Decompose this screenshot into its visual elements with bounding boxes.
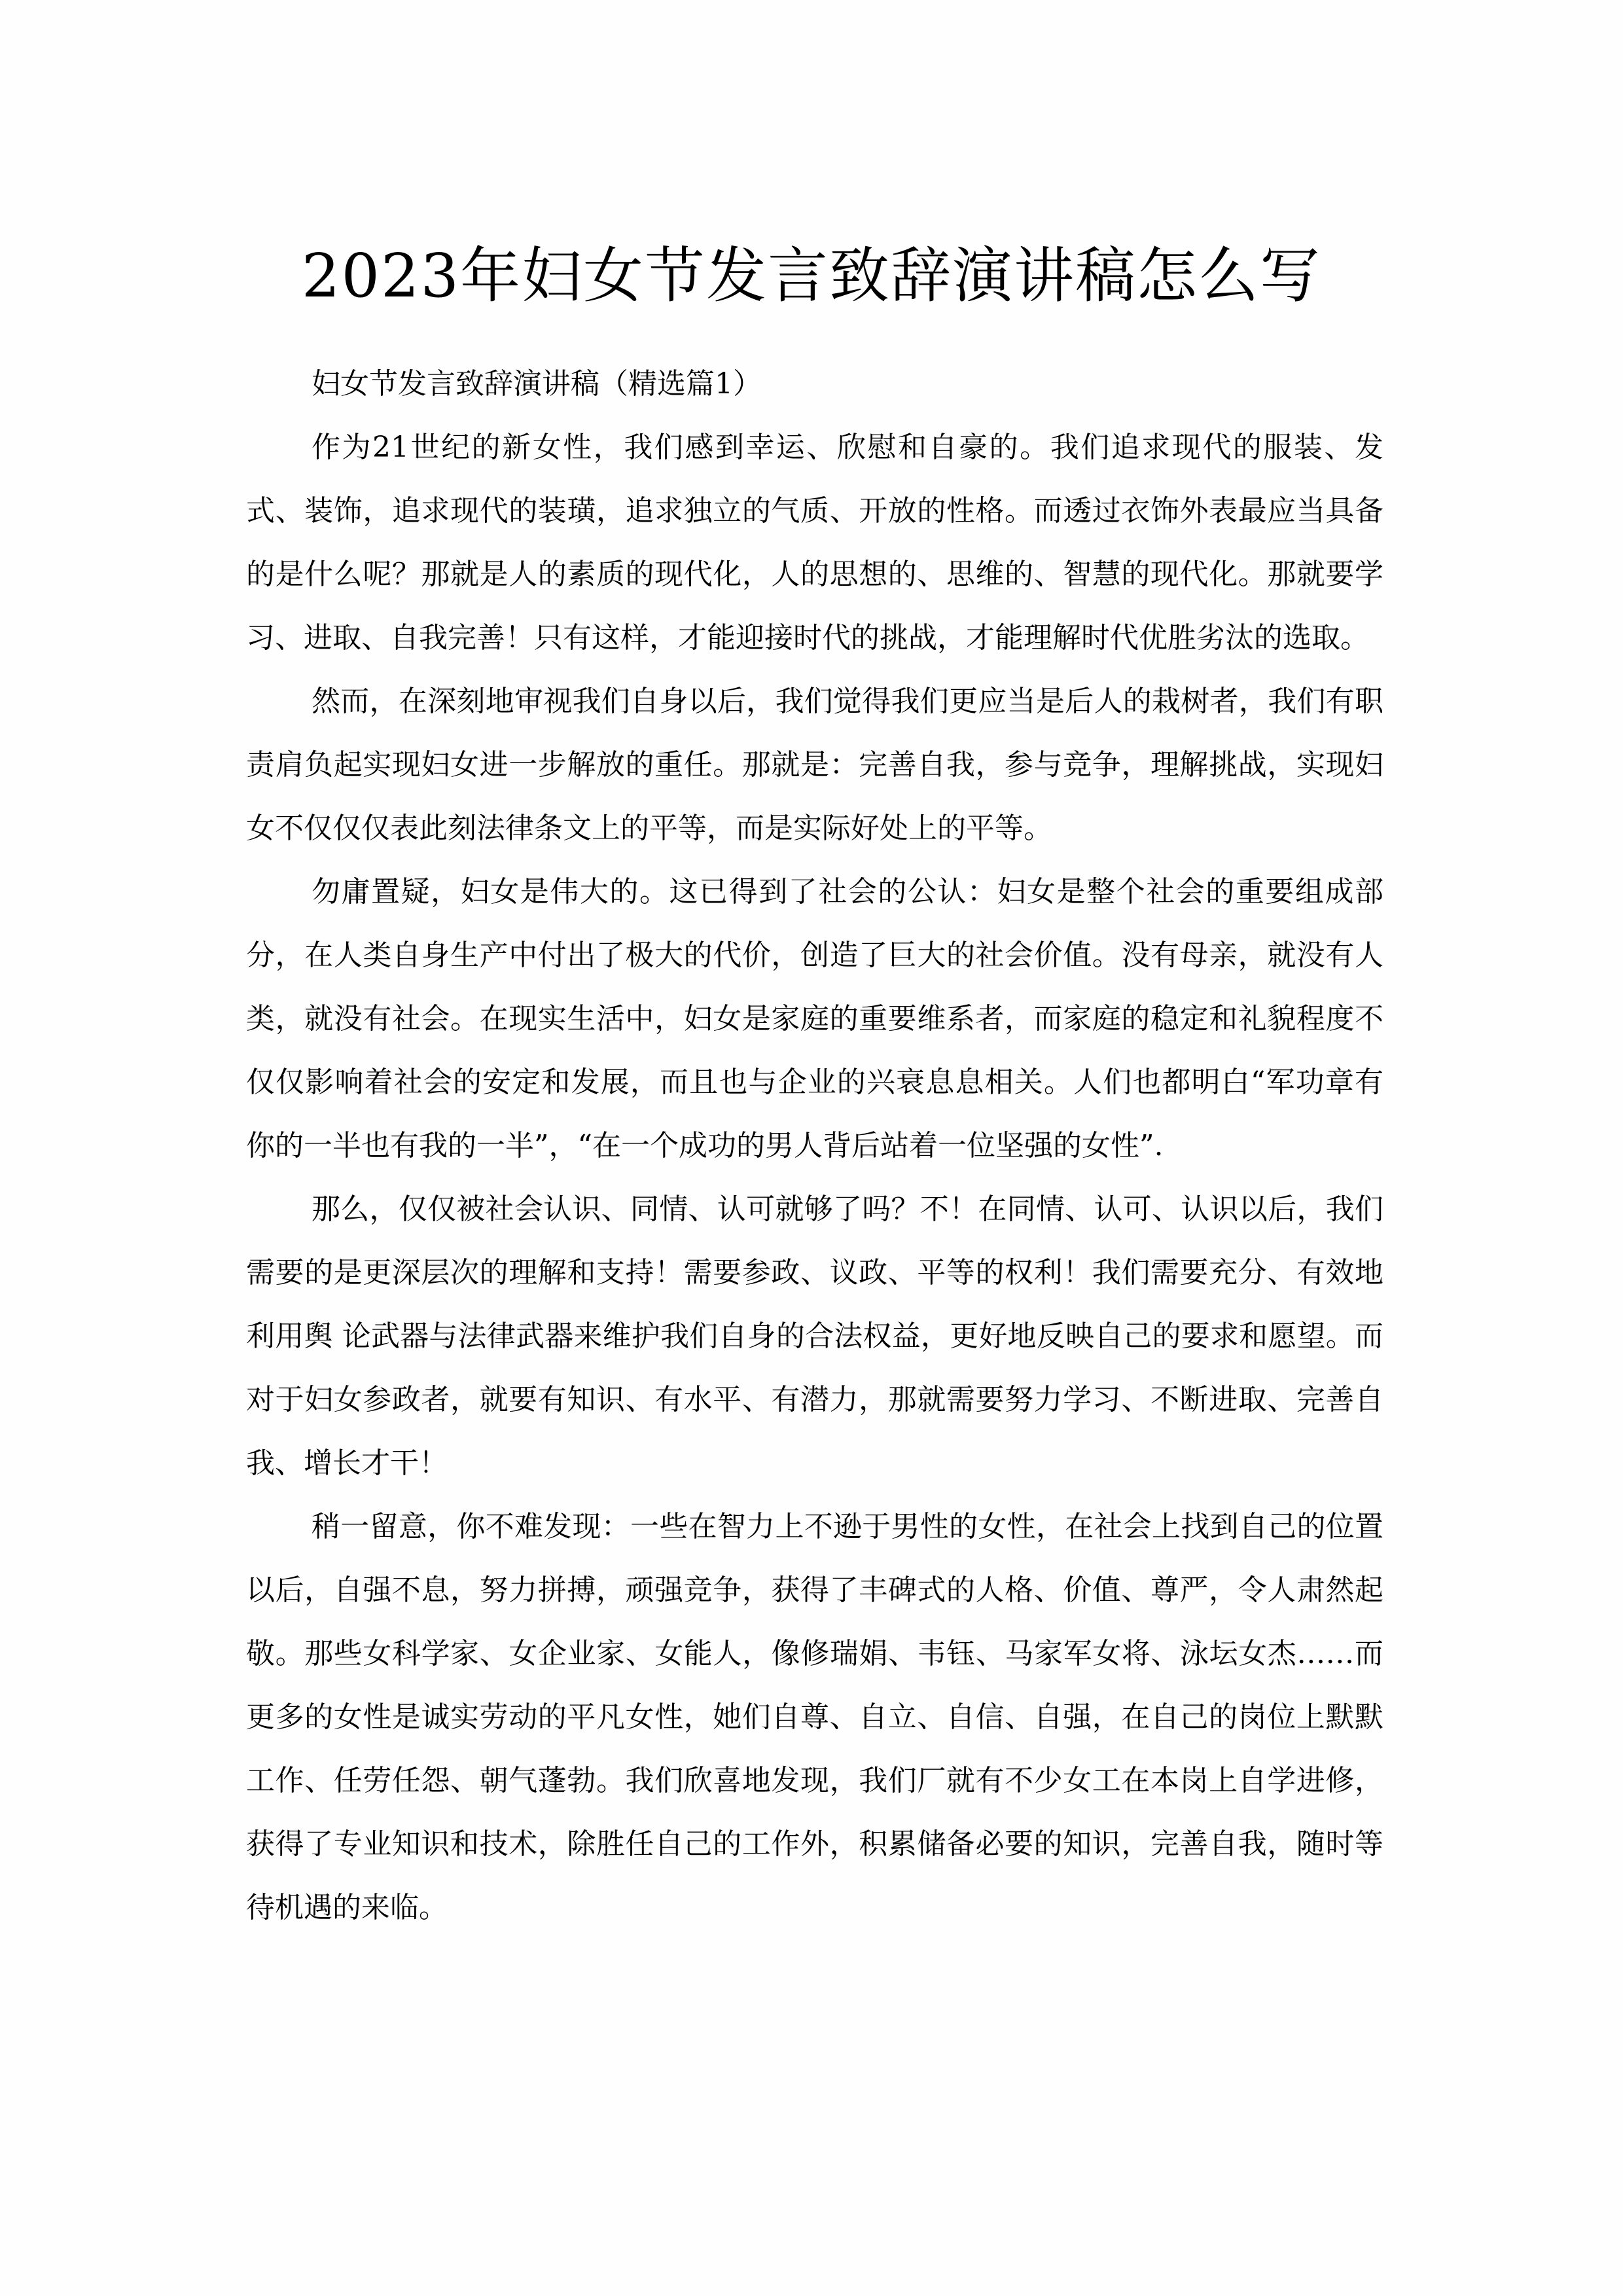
document-body bbox=[246, 352, 1383, 1939]
document-title: 2023年妇女节发言致辞演讲稿怎么写 bbox=[301, 240, 1322, 311]
paragraph: 作为21世纪的新女性，我们感到幸运、欣慰和自豪的。我们追求现代的服装、发式、装饰，追求现代的装璜，追求独立的气质、开放的性格。而透过衣饰外表最应当具备的是什么呢？那就是人的素质的现代化，人的思想的、思维的、智慧的现代化。那就要学习、进取、自我完善！只有这样，才能迎接时代的挑战，才能理解时代优胜劣汰的选取。 bbox=[246, 431, 1383, 655]
paragraph: 然而，在深刻地审视我们自身以后，我们觉得我们更应当是后人的栽树者，我们有职责肩负起实现妇女进一步解放的重任。那就是：完善自我，参与竞争，理解挑战，实现妇女不仅仅仅表此刻法律条文上的平等，而是实际好处上的平等。 bbox=[246, 685, 1383, 845]
paragraph: 勿庸置疑，妇女是伟大的。这已得到了社会的公认：妇女是整个社会的重要组成部分，在人类自身生产中付出了极大的代价，创造了巨大的社会价值。没有母亲，就没有人类，就没有社会。在现实生活中，妇女是家庭的重要维系者，而家庭的稳定和礼貌程度不仅仅影响着社会的安定和发展，而且也与企业的兴衰息息相关。人们也都明白“军功章有你的一半也有我的一半”，“在一个成功的男人背后站着一位坚强的女性”. bbox=[246, 875, 1383, 1162]
paragraph: 稍一留意，你不难发现：一些在智力上不逊于男性的女性，在社会上找到自己的位置以后，自强不息，努力拼搏，顽强竞争，获得了丰碑式的人格、价值、尊严，令人肃然起敬。那些女科学家、女企业家、女能人，像修瑞娟、韦钰、马家军女将、泳坛女杰……而更多的女性是诚实劳动的平凡女性，她们自尊、自立、自信、自强，在自己的岗位上默默工作、任劳任怨、朝气蓬勃。我们欣喜地发现，我们厂就有不少女工在本岗上自学进修，获得了专业知识和技术，除胜任自己的工作外，积累储备必要的知识，完善自我，随时等待机遇的来临。 bbox=[246, 1510, 1383, 1924]
section-heading: 妇女节发言致辞演讲稿（精选篇1） bbox=[312, 367, 762, 401]
paragraph: 那么，仅仅被社会认识、同情、认可就够了吗？不！在同情、认可、认识以后，我们需要的是更深层次的理解和支持！需要参政、议政、平等的权利！我们需要充分、有效地利用舆 论武器与法律武器来维护我们自身的合法权益，更好地反映自己的要求和愿望。而对于妇女参政者，就要有知识、有水平、有潜力，那就需要努力学习、不断进取、完善自我、增长才干！ bbox=[246, 1193, 1383, 1480]
